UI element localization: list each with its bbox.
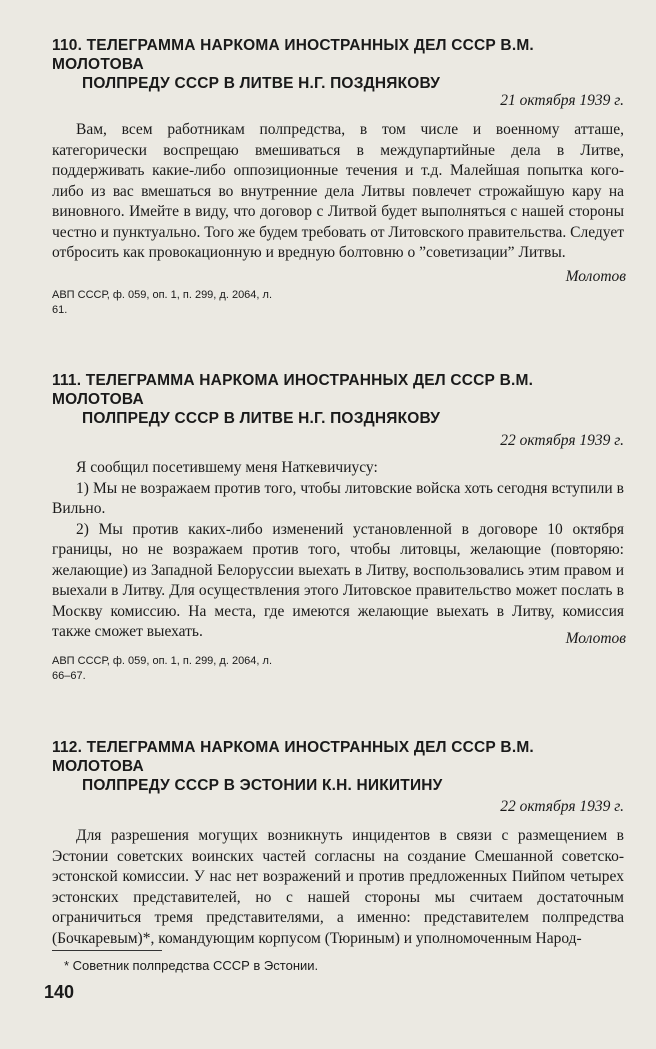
document-110-date: 21 октября 1939 г. <box>500 92 624 109</box>
document-112-paragraph: Для разрешения могущих возникнуть инцидентов в связи с размещением в Эстонии советских воинских частей согласны на создание Смешанной советско-эстонской комиссии. У нас нет возражений и против предложенных Пийпом четырех эстонских представителей, но с нашей стороны мы считаем достаточным ограничиться тремя представителями, а именно: представителем полпредства (Бочкаревым)*, командующим корпусом (Тюриным) и уполномоченным Народ- <box>52 827 624 947</box>
document-111-title-line2: ПОЛПРЕДУ СССР В ЛИТВЕ Н.Г. ПОЗДНЯКОВУ <box>82 410 441 427</box>
document-111-date: 22 октября 1939 г. <box>500 432 624 449</box>
footnote: * Советник полпредства СССР в Эстонии. <box>64 958 319 973</box>
document-112-date: 22 октября 1939 г. <box>500 798 624 815</box>
document-110-title-line1: ТЕЛЕГРАММА НАРКОМА ИНОСТРАННЫХ ДЕЛ СССР В.М. МОЛОТОВА <box>52 37 534 73</box>
document-110-paragraph: Вам, всем работникам полпредства, в том числе и военному атташе, категорически воспрещаю вмешиваться в междупартийные дела в Литве, поддерживать какие-либо оппозиционные течения и т.д. Малейшая попытка кого-либо из вас вмешаться во внутренние дела Литвы повлечет строжайшую кару на виновного. Имейте в виду, что договор с Литвой будет выполняться с нашей стороны честно и пунктуально. Того же будем требовать от Литовского правительства. Следует отбросить как провокационную и вредную болтовню о ”советизации” Литвы. <box>52 121 624 261</box>
document-111-number: 111. <box>52 372 82 389</box>
document-111-heading <box>52 371 612 428</box>
document-111-source: АВП СССР, ф. 059, оп. 1, п. 299, д. 2064, л. 66–67. <box>52 655 273 682</box>
document-110-signature: Молотов <box>565 268 626 285</box>
footnote-rule <box>52 950 162 951</box>
document-111-title-line1: ТЕЛЕГРАММА НАРКОМА ИНОСТРАННЫХ ДЕЛ СССР В.М. МОЛОТОВА <box>52 372 534 408</box>
document-111-signature: Молотов <box>565 630 626 647</box>
document-112-heading <box>52 738 612 795</box>
page-number: 140 <box>44 982 75 1002</box>
document-111-paragraph-2: 1) Мы не возражаем против того, чтобы литовские войска хоть сегодня вступили в Вильно. <box>52 479 624 517</box>
document-110-title-line2: ПОЛПРЕДУ СССР В ЛИТВЕ Н.Г. ПОЗДНЯКОВУ <box>82 75 441 92</box>
document-110-body <box>52 120 624 264</box>
document-112-number: 112. <box>52 739 83 756</box>
document-112-title-line1: ТЕЛЕГРАММА НАРКОМА ИНОСТРАННЫХ ДЕЛ СССР В.М. МОЛОТОВА <box>52 739 534 775</box>
document-111-paragraph-1: Я сообщил посетившему меня Наткевичиусу: <box>76 459 378 476</box>
document-112-title-line2: ПОЛПРЕДУ СССР В ЭСТОНИИ К.Н. НИКИТИНУ <box>82 777 443 794</box>
document-112-body <box>52 826 624 949</box>
document-111-body <box>52 458 624 643</box>
document-111-paragraph-3: 2) Мы против каких-либо изменений установленной в договоре 10 октября границы, но не возражаем против того, чтобы литовцы, желающие (повторяю: желающие) из Западной Белоруссии выехать в Литву, воспользовались этим правом и выехали в Литву. Для осуществления этого Литовское правительство может послать в Москву комиссию. На места, где имеются желающие выехать в Литву, комиссия также сможет выехать. <box>52 520 624 640</box>
document-110-number: 110. <box>52 37 83 54</box>
document-110-heading <box>52 36 612 93</box>
document-110-source: АВП СССР, ф. 059, оп. 1, п. 299, д. 2064, л. 61. <box>52 289 273 316</box>
